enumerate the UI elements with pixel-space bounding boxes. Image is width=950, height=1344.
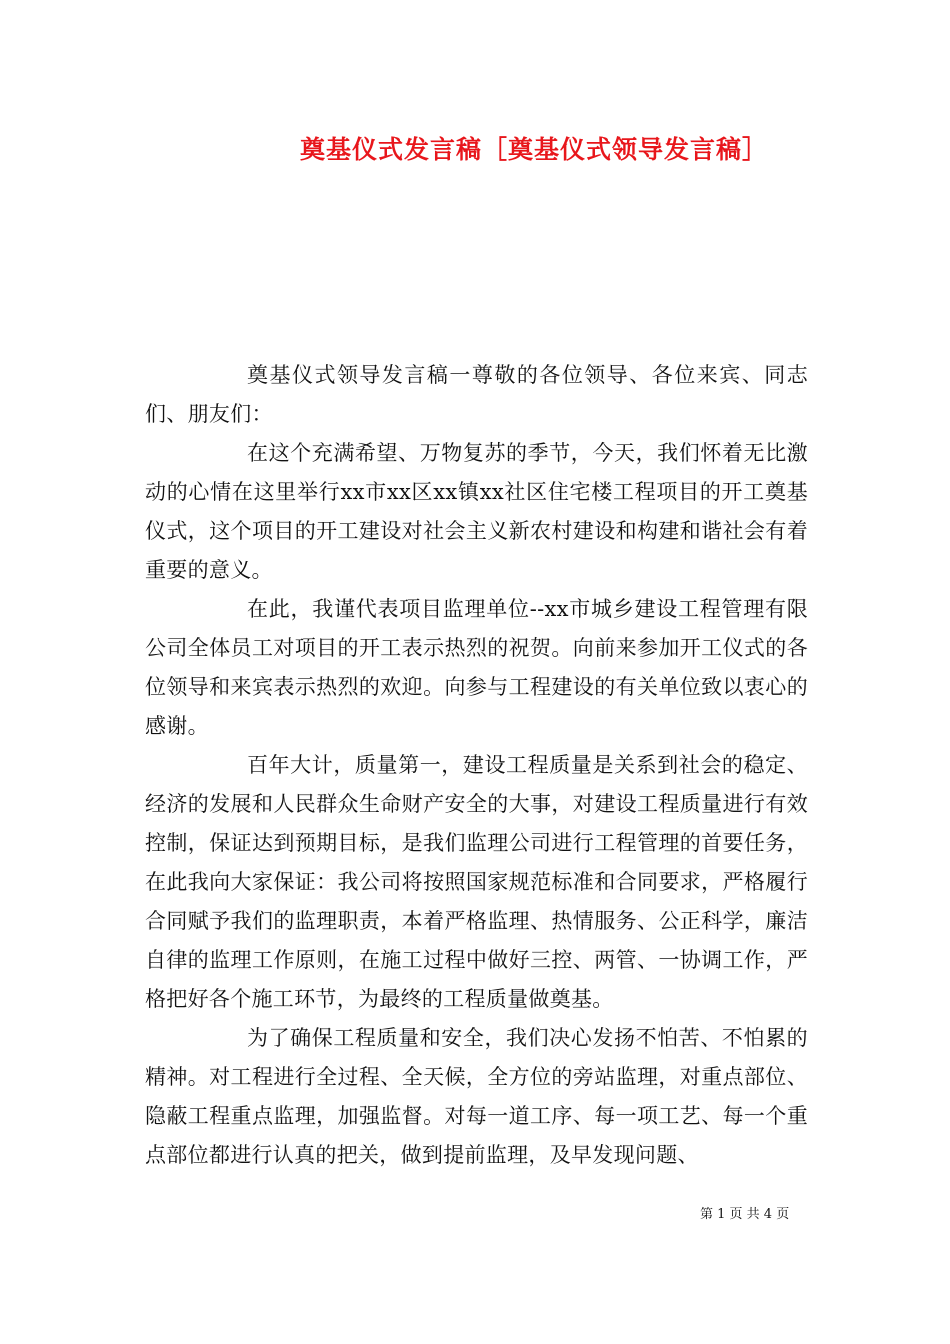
page-number-footer: 第 1 页 共 4 页 [700,1207,790,1222]
paragraph-4: 百年大计，质量第一，建设工程质量是关系到社会的稳定、经济的发展和人民群众生命财产安全的大事，对建设工程质量进行有效控制，保证达到预期目标，是我们监理公司进行工程管理的首要任务，在此我向大家保证：我公司将按照国家规范标准和合同要求，严格履行合同赋予我们的监理职责，本着严格监理、热情服务、公正科学，廉洁自律的监理工作原则，在施工过程中做好三控、两管、一协调工作，严格把好各个施工环节，为最终的工程质量做奠基。 [145,753,808,1011]
document-title: 奠基仪式发言稿［奠基仪式领导发言稿］ [300,135,769,164]
paragraph-5: 为了确保工程质量和安全，我们决心发扬不怕苦、不怕累的精神。对工程进行全过程、全天候，全方位的旁站监理，对重点部位、隐蔽工程重点监理，加强监督。对每一道工序、每一项工艺、每一个重点部位都进行认真的把关，做到提前监理，及早发现问题、 [145,1026,808,1167]
document-body [145,356,808,1175]
paragraph-3: 在此，我谨代表项目监理单位--xx市城乡建设工程管理有限公司全体员工对项目的开工表示热烈的祝贺。向前来参加开工仪式的各位领导和来宾表示热烈的欢迎。向参与工程建设的有关单位致以衷心的感谢。 [145,597,808,738]
paragraph-1: 奠基仪式领导发言稿一尊敬的各位领导、各位来宾、同志们、朋友们： [145,363,808,426]
paragraph-2: 在这个充满希望、万物复苏的季节，今天，我们怀着无比激动的心情在这里举行xx市xx区xx镇xx社区住宅楼工程项目的开工奠基仪式，这个项目的开工建设对社会主义新农村建设和构建和谐社会有着重要的意义。 [145,441,808,582]
